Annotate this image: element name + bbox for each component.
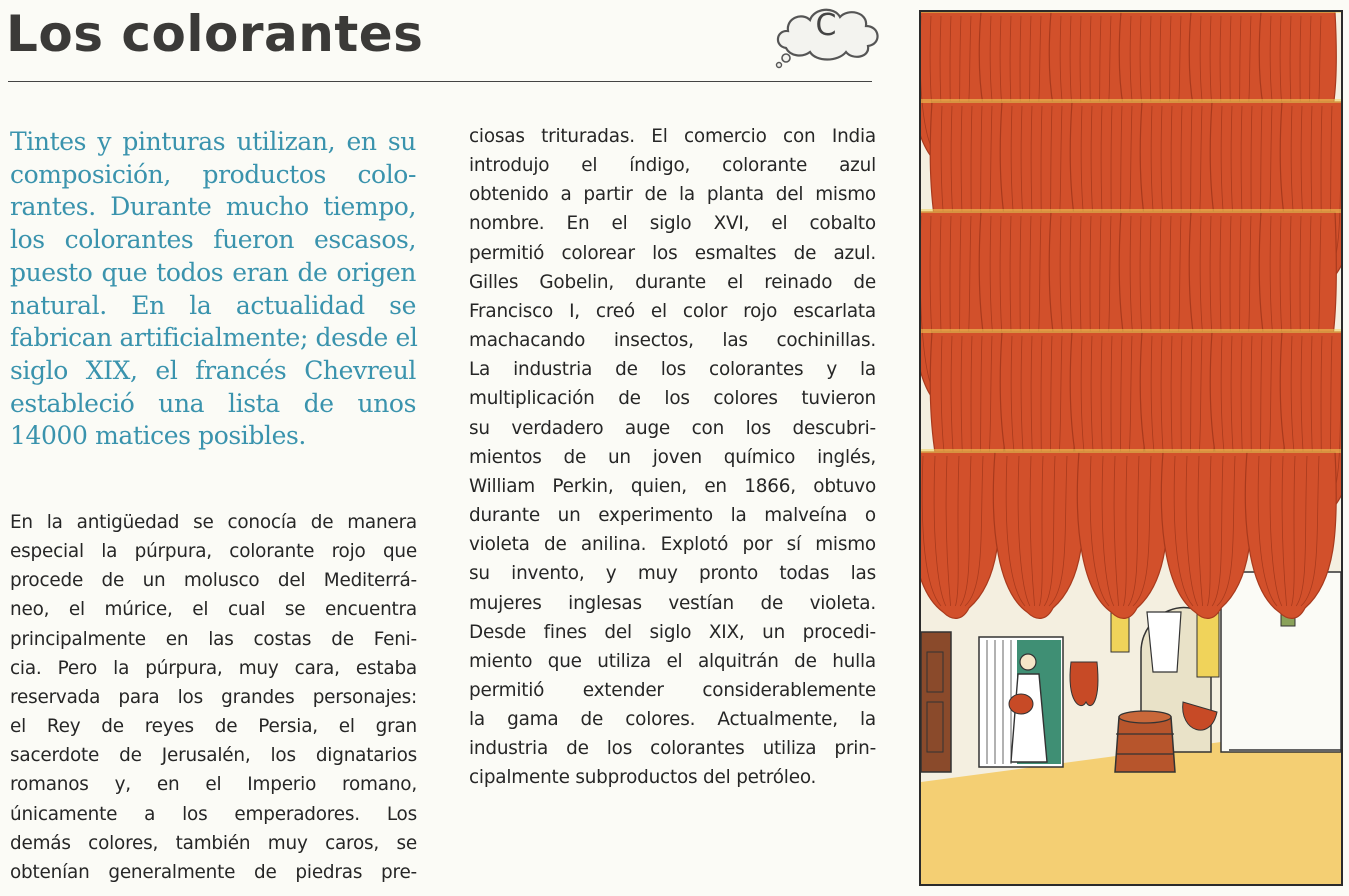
body-line: permitió colorear los esmaltes de azul. <box>469 242 876 264</box>
body-line: William Perkin, quien, en 1866, obtuvo <box>469 475 876 497</box>
body-line: principalmente en las costas de Feni- <box>10 628 417 650</box>
body-line: Gilles Gobelin, durante el reinado de <box>469 271 876 293</box>
chapter-letter: C <box>815 8 837 43</box>
body-line: introdujo el índigo, colorante azul <box>469 155 876 177</box>
body-line: romanos y, en el Imperio romano, <box>10 774 417 796</box>
body-line: obtenido a partir de la planta del mismo <box>469 184 876 206</box>
body-line: nombre. En el siglo XVI, el cobalto <box>469 213 876 235</box>
dye-works-illustration <box>919 10 1343 886</box>
body-line: procede de un molusco del Mediterrá- <box>10 570 417 592</box>
body-line: sacerdote de Jerusalén, los dignatarios <box>10 745 417 767</box>
body-line: obtenían generalmente de piedras pre- <box>10 861 417 883</box>
title-divider <box>8 81 872 82</box>
body-line: neo, el múrice, el cual se encuentra <box>10 599 417 621</box>
drying-pole <box>921 329 1341 333</box>
intro-line: composición, productos colo- <box>10 159 416 189</box>
intro-line: rantes. Durante mucho tiempo, <box>10 192 416 222</box>
body-line: la gama de colores. Actualmente, la <box>469 709 876 731</box>
barrel <box>1115 711 1175 772</box>
intro-line: natural. En la actualidad se <box>10 290 416 320</box>
body-line: La industria de los colorantes y la <box>469 359 876 381</box>
drying-pole <box>921 449 1341 453</box>
intro-line: 14000 matices posibles. <box>10 421 306 451</box>
body-line: En la antigüedad se conocía de manera <box>10 512 417 533</box>
body-line: durante un experimento la malveína o <box>469 505 876 527</box>
intro-line: los colorantes fueron escasos, <box>10 225 416 255</box>
body-line: mujeres inglesas vestían de violeta. <box>469 592 876 614</box>
intro-line: puesto que todos eran de origen <box>10 257 416 287</box>
body-line: permitió extender considerablemente <box>469 679 876 701</box>
intro-line: fabrican artificialmente; desde el <box>10 323 418 353</box>
drying-pole <box>921 99 1341 103</box>
body-line: únicamente a los emperadores. Los <box>10 803 417 825</box>
body-line: reservada para los grandes personajes: <box>10 686 417 708</box>
body-line: mientos de un joven químico inglés, <box>469 446 876 468</box>
hanging-yarn <box>921 12 1341 618</box>
body-line: demás colores, también muy caros, se <box>10 832 417 854</box>
body-column-right <box>469 122 876 793</box>
body-line: especial la púrpura, colorante rojo que <box>10 541 417 563</box>
intro-line: estableció una lista de unos <box>10 388 416 418</box>
intro-line: Tintes y pinturas utilizan, en su <box>10 127 416 156</box>
small-skein <box>1070 662 1098 706</box>
body-line: miento que utiliza el alquitrán de hulla <box>469 650 876 672</box>
body-line: Francisco I, creó el color rojo escarlata <box>469 300 876 322</box>
body-line: multiplicación de los colores tuvieron <box>469 388 876 410</box>
body-line: industria de los colorantes utiliza prin- <box>469 738 876 760</box>
drying-pole <box>921 209 1341 213</box>
white-shirt <box>1147 612 1181 672</box>
body-column-left <box>10 508 417 887</box>
body-line: cia. Pero la púrpura, muy cara, estaba <box>10 657 417 679</box>
body-line: ciosas trituradas. El comercio con India <box>469 126 876 147</box>
page-title: Los colorantes <box>6 5 424 63</box>
intro-line: siglo XIX, el francés Chevreul <box>10 355 416 385</box>
body-line: cipalmente subproductos del petróleo. <box>469 767 817 789</box>
body-line: Desde fines del siglo XIX, un procedi- <box>469 621 876 643</box>
body-line: violeta de anilina. Explotó por sí mismo <box>469 534 876 556</box>
body-line: el Rey de reyes de Persia, el gran <box>10 716 417 738</box>
body-line: machacando insectos, las cochinillas. <box>469 330 876 352</box>
body-line: su invento, y muy pronto todas las <box>469 563 876 585</box>
chapter-badge <box>772 0 888 70</box>
illustration-canvas <box>921 12 1341 884</box>
intro-paragraph <box>10 126 416 453</box>
body-line: su verdadero auge con los descubri- <box>469 417 876 439</box>
drying-pole <box>921 12 1341 13</box>
